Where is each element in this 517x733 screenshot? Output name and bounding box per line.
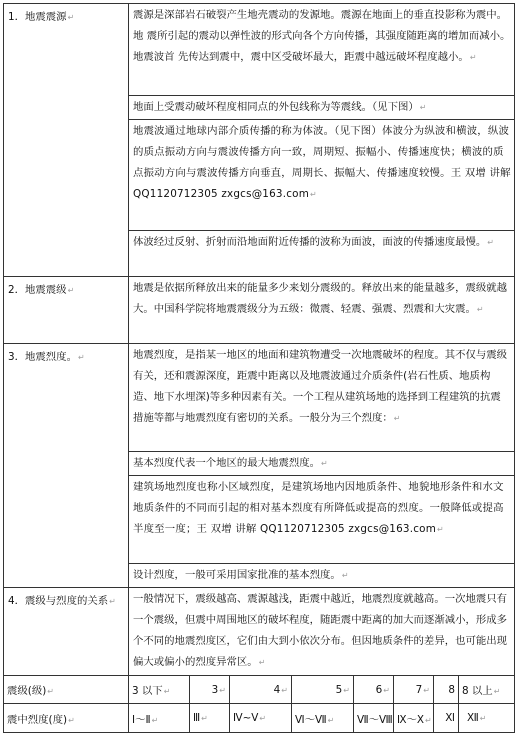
paragraph-mark-icon: ↵: [281, 685, 288, 695]
paragraph-mark-icon: ↵: [310, 190, 317, 199]
paragraph-mark-icon: ↵: [341, 571, 349, 580]
section-label-cell: [4, 277, 129, 344]
content-cell: [129, 277, 515, 344]
paragraph-text: 地震波通过地球内部介质传播的称为体波。（见下图）体波分为纵波和横波，纵波的质点振动方向与震波传播方向一致，周期短、振幅小、传播速度快；横波的质 点振动方向与震波传播方向垂直，周期长、振幅大、传播速度较慢。王 双增 讲解 QQ1120712305 zxgcs@163.com: [133, 125, 511, 200]
intensity-cell: Ⅺ: [434, 704, 459, 733]
section-label: 1．地震震源: [8, 11, 67, 23]
earthquake-notes-table: [3, 3, 515, 676]
content-cell: [129, 476, 515, 564]
paragraph-mark-icon: ↵: [259, 714, 267, 723]
paragraph-text: 体波经过反射、折射而沿地面附近传播的波称为面波，面波的传播速度最慢。: [133, 236, 487, 248]
paragraph-mark-icon: ↵: [469, 53, 477, 62]
section-label: 2．地震震级: [8, 284, 67, 296]
section-label-cell: [4, 344, 129, 588]
paragraph-text: 建筑场地烈度也称小区域烈度，是建筑场地内因地质条件、地貌地形条件和水文地质条件的不同而引起的相对基本烈度有所降低或提高的烈度。一般降低或提高半度至一度；王 双增 讲解 QQ1120712305 zxgcs@163.com: [133, 481, 504, 535]
intensity-cell: Ⅸ～Ⅹ↵: [394, 704, 434, 733]
intensity-cell: Ⅳ~Ⅴ↵: [230, 704, 292, 733]
content-cell: [129, 344, 515, 452]
paragraph-mark-icon: ↵: [201, 714, 208, 723]
row-source-1: [4, 4, 515, 96]
row-magnitude: [4, 277, 515, 344]
section-label: 3．地震烈度。: [8, 351, 77, 363]
magnitude-cell: 3↵: [190, 676, 230, 704]
magnitude-cell: 4↵: [230, 676, 292, 704]
content-cell: [129, 452, 515, 476]
paragraph-mark-icon: ↵: [67, 286, 75, 295]
magnitude-cell: 8: [434, 676, 459, 704]
section-label-cell: [4, 588, 129, 676]
row-intensity-1: [4, 344, 515, 452]
paragraph-mark-icon: ↵: [425, 715, 432, 725]
paragraph-mark-icon: ↵: [423, 685, 430, 695]
paragraph-mark-icon: ↵: [327, 715, 335, 725]
paragraph-mark-icon: ↵: [68, 715, 75, 725]
paragraph-mark-icon: ↵: [47, 687, 54, 696]
intensity-cell: Ⅲ↵: [190, 704, 230, 733]
paragraph-text: 地震烈度，是指某一地区的地面和建筑物遭受一次地震破坏的程度。其不仅与震级有关，还和震源深度，距震中距离以及地震波通过介质条件(岩石性质、地质构造、地下水埋深)等多种因素有关。一个工程从建筑场地的选择到工程建筑的抗震措施等都与地震烈度有密切的关系。一般分为三个烈度：: [133, 349, 508, 424]
paragraph-mark-icon: ↵: [419, 103, 427, 112]
intensity-cell: Ⅻ↵: [459, 704, 515, 733]
intensity-cell: Ⅵ～Ⅶ↵: [292, 704, 354, 733]
content-cell: [129, 564, 515, 588]
paragraph-text: 地面上受震动破坏程度相同点的外包线称为等震线。（见下图）: [133, 101, 419, 113]
paragraph-mark-icon: ↵: [343, 685, 350, 695]
paragraph-text: 地震是依据所释放出来的能量多少来划分震级的。释放出来的能量越多，震级就越大。中国科学院将地震震级分为五级：微震、轻震、强震、烈震和大灾震。: [133, 282, 508, 315]
paragraph-mark-icon: ↵: [487, 238, 494, 247]
paragraph-mark-icon: ↵: [321, 459, 328, 468]
magnitude-cell: 8 以上↵: [459, 676, 515, 704]
paragraph-mark-icon: ↵: [393, 414, 401, 423]
paragraph-text: 设计烈度，一般可采用国家批准的基本烈度。: [133, 569, 341, 581]
paragraph-mark-icon: ↵: [219, 685, 226, 695]
intensity-cell: Ⅰ～Ⅱ↵: [129, 704, 190, 733]
intensity-cell: Ⅶ～Ⅷ: [354, 704, 394, 733]
magnitude-cell: 6↵: [354, 676, 394, 704]
paragraph-mark-icon: ↵: [163, 687, 171, 696]
document-page: [3, 3, 514, 733]
paragraph-mark-icon: ↵: [77, 353, 85, 362]
magnitude-cell: 7↵: [394, 676, 434, 704]
paragraph-mark-icon: ↵: [383, 685, 390, 695]
paragraph-text: 一般情况下，震级越高、震源越浅，距震中越近，地震烈度就越高。一次地震只有一个震级，但震中周围地区的破坏程度，随距震中距离的加大而逐渐减小，形成多个不同的地震烈度区，它们由大到小依次分布。但因地质条件的差异，也可能出现偏大或偏小的烈度异常区。: [133, 593, 508, 668]
content-cell: [129, 588, 515, 676]
intensity-row: [4, 704, 515, 733]
magnitude-cell: 3 以下↵: [129, 676, 190, 704]
content-cell: [129, 96, 515, 120]
paragraph-mark-icon: ↵: [437, 525, 444, 534]
magnitude-row: [4, 676, 515, 704]
paragraph-mark-icon: ↵: [258, 658, 266, 667]
paragraph-mark-icon: ↵: [151, 715, 159, 725]
row-header: 震级(级)↵: [4, 676, 129, 704]
paragraph-text: 基本烈度代表一个地区的最大地震烈度。: [133, 457, 321, 469]
magnitude-cell: 5↵: [292, 676, 354, 704]
section-label-cell: [4, 4, 129, 277]
section-label: 4．震级与烈度的关系: [8, 595, 109, 607]
content-cell: [129, 4, 515, 96]
content-cell: [129, 231, 515, 277]
magnitude-intensity-table: [3, 675, 515, 733]
paragraph-mark-icon: ↵: [476, 305, 484, 314]
paragraph-mark-icon: ↵: [493, 687, 501, 696]
content-cell: [129, 120, 515, 231]
paragraph-mark-icon: ↵: [479, 714, 487, 723]
paragraph-mark-icon: ↵: [67, 13, 75, 22]
row-relation: [4, 588, 515, 676]
paragraph-mark-icon: ↵: [109, 597, 116, 606]
paragraph-text: 震源是深部岩石破裂产生地壳震动的发源地。震源在地面上的垂直投影称为震中。地 震所引起的震动以弹性波的形式向各个方向传播，其强度随距离的增加而减小。地震波首 先传达到震中，震中区受破坏最大，距震中越远破坏程度越小。: [133, 9, 511, 63]
row-header: 震中烈度(度)↵: [4, 704, 129, 733]
